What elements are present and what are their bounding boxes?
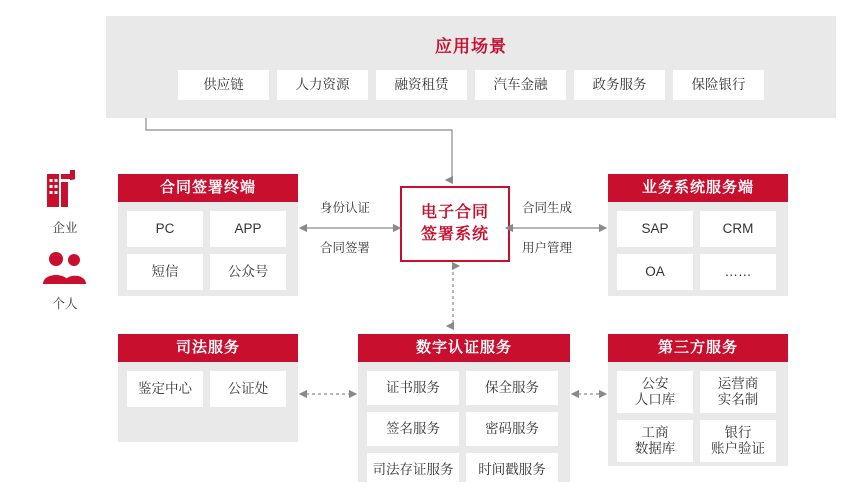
- module-judicial-services: [118, 334, 298, 442]
- scenario-chip[interactable]: 融资租赁: [376, 70, 467, 100]
- module-digital-certification-services: [358, 334, 570, 482]
- module-cell[interactable]: 时间戳服务: [466, 453, 558, 487]
- module-cell[interactable]: [700, 420, 776, 462]
- module-cell[interactable]: 保全服务: [466, 371, 558, 405]
- application-scenarios-panel: [106, 16, 836, 118]
- module-cell[interactable]: 公证处: [210, 371, 286, 407]
- actor-enterprise: [34, 170, 96, 236]
- actor-enterprise-label: 企业: [52, 221, 78, 235]
- module-title: 司法服务: [118, 334, 298, 362]
- core-system-line2: 签署系统: [420, 226, 489, 243]
- connector-label-sign: 合同签署: [320, 241, 371, 255]
- scenario-chip[interactable]: 保险银行: [673, 70, 764, 100]
- module-cell[interactable]: [700, 371, 776, 413]
- building-icon: [34, 170, 96, 214]
- scenario-chip[interactable]: 政务服务: [574, 70, 665, 100]
- module-cell[interactable]: 证书服务: [367, 371, 459, 405]
- module-contract-signing-terminal: [118, 174, 298, 296]
- module-cell[interactable]: CRM: [700, 211, 776, 247]
- connector-label-user-management: 用户管理: [522, 241, 573, 255]
- core-system-box: [400, 186, 510, 262]
- module-cell-line1: 运营商: [717, 376, 759, 392]
- module-cell-list: [118, 202, 298, 299]
- module-title: 业务系统服务端: [608, 174, 788, 202]
- module-cell[interactable]: 签名服务: [367, 412, 459, 446]
- actor-individual-label: 个人: [52, 297, 78, 311]
- application-scenarios-list: [106, 70, 836, 100]
- module-cell[interactable]: [617, 371, 693, 413]
- module-cell-line2: 人口库: [634, 392, 676, 407]
- module-cell[interactable]: 密码服务: [466, 412, 558, 446]
- module-cell-line1: 公安: [641, 376, 669, 392]
- module-cell-line2: 数据库: [634, 441, 676, 456]
- module-cell[interactable]: [617, 420, 693, 462]
- module-cell[interactable]: PC: [127, 211, 203, 247]
- module-third-party-services: [608, 334, 788, 466]
- scenario-chip[interactable]: 汽车金融: [475, 70, 566, 100]
- module-cell[interactable]: ……: [700, 254, 776, 290]
- module-cell-list: [608, 362, 788, 471]
- module-cell[interactable]: 公众号: [210, 254, 286, 290]
- module-title: 数字认证服务: [358, 334, 570, 362]
- actor-individual: [34, 250, 96, 312]
- module-cell-line1: 工商: [641, 425, 669, 441]
- module-title: 合同签署终端: [118, 174, 298, 202]
- connector-label-generate: 合同生成: [522, 201, 573, 215]
- core-system-line1: 电子合同: [420, 204, 489, 222]
- module-business-system-server: [608, 174, 788, 296]
- module-cell-list: [118, 362, 298, 416]
- module-cell[interactable]: SAP: [617, 211, 693, 247]
- module-cell[interactable]: 短信: [127, 254, 203, 290]
- module-cell-list: [608, 202, 788, 299]
- module-cell-line1: 银行: [724, 425, 752, 441]
- people-icon: [34, 250, 96, 290]
- application-scenarios-title: 应用场景: [435, 37, 507, 56]
- module-cell[interactable]: 司法存证服务: [367, 453, 459, 487]
- module-cell[interactable]: 鉴定中心: [127, 371, 203, 407]
- module-cell[interactable]: OA: [617, 254, 693, 290]
- scenario-chip[interactable]: 人力资源: [277, 70, 368, 100]
- module-title: 第三方服务: [608, 334, 788, 362]
- module-cell[interactable]: APP: [210, 211, 286, 247]
- module-cell-list: [358, 362, 570, 496]
- scenario-chip[interactable]: 供应链: [178, 70, 269, 100]
- module-cell-line2: 实名制: [717, 392, 759, 407]
- module-cell-line2: 账户验证: [711, 441, 765, 456]
- connector-label-identity: 身份认证: [320, 201, 371, 215]
